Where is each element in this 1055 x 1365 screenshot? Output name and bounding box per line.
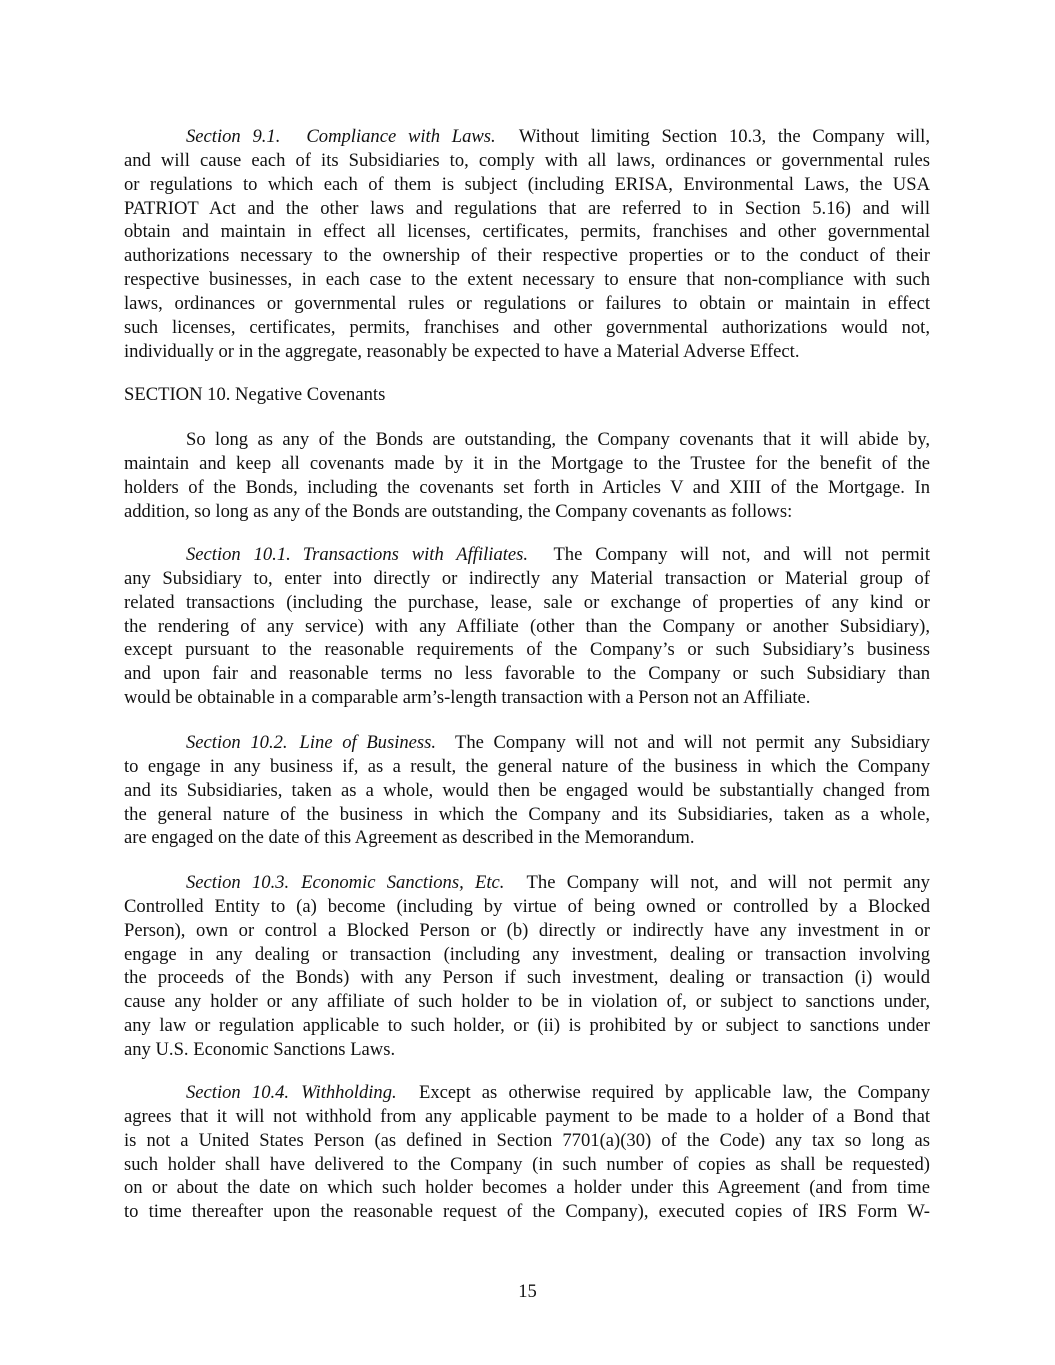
text-line: the proceeds of the Bonds) with any Person if such investment, dealing or transaction (i) would bbox=[124, 967, 930, 989]
text-line: individually or in the aggregate, reasonably be expected to have a Material Adverse Effect. bbox=[124, 340, 800, 362]
text-line: obtain and maintain in effect all licenses, certificates, permits, franchises and other governmental bbox=[124, 221, 930, 243]
text-line: such licenses, certificates, permits, franchises and other governmental authorizations would not, bbox=[124, 316, 930, 338]
text-line: any Subsidiary to, enter into directly or indirectly any Material transaction or Material group of bbox=[124, 567, 930, 589]
text-line: related transactions (including the purchase, lease, sale or exchange of properties of any kind or bbox=[124, 591, 930, 613]
text-line: would be obtainable in a comparable arm’s-length transaction with a Person not an Affiliate. bbox=[124, 687, 811, 709]
text-line: PATRIOT Act and the other laws and regulations that are referred to in Section 5.16) and will bbox=[124, 197, 930, 219]
text-line: holders of the Bonds, including the covenants set forth in Articles V and XIII of the Mortgage. In bbox=[124, 476, 930, 498]
text-line: is not a United States Person (as defined in Section 7701(a)(30) of the Code) any tax so long as bbox=[124, 1129, 930, 1151]
text-line: Except as otherwise required by applicable law, the Company bbox=[419, 1082, 930, 1103]
text-line: The Company will not, and will not permit any bbox=[526, 872, 930, 893]
text-line: and upon fair and reasonable terms no less favorable to the Company or such Subsidiary than bbox=[124, 663, 930, 685]
section-10-3-paragraph bbox=[124, 871, 930, 1062]
section-number: Section 10.4. bbox=[186, 1082, 290, 1103]
text-line: on or about the date on which such holder becomes a holder under this Agreement (and from time bbox=[124, 1177, 930, 1199]
text-line: and will cause each of its Subsidiaries to, comply with all laws, ordinances or governmental rules bbox=[124, 149, 930, 171]
section-9-1-paragraph bbox=[124, 125, 930, 363]
text-line: to time thereafter upon the reasonable request of the Company), executed copies of IRS Form W- bbox=[124, 1201, 930, 1223]
section-10-2-paragraph bbox=[124, 731, 930, 850]
text-line: except pursuant to the reasonable requirements of the Company’s or such Subsidiary’s business bbox=[124, 639, 930, 661]
page-number: 15 bbox=[518, 1281, 537, 1302]
text-line: any law or regulation applicable to such holder, or (ii) is prohibited by or subject to sanctions under bbox=[124, 1015, 930, 1037]
section-title: Compliance with Laws. bbox=[306, 126, 496, 147]
text-line: engage in any dealing or transaction (including any investment, dealing or transaction involving bbox=[124, 943, 930, 965]
section-title: Transactions with Affiliates. bbox=[302, 544, 529, 565]
text-line: laws, ordinances or governmental rules or regulations or failures to obtain or maintain in effect bbox=[124, 292, 930, 314]
text-line: The Company will not, and will not permit bbox=[553, 544, 931, 565]
section-number: Section 10.1. bbox=[186, 544, 291, 565]
text-line: addition, so long as any of the Bonds are outstanding, the Company covenants as follows: bbox=[124, 500, 793, 522]
section-10-intro-paragraph bbox=[124, 428, 930, 523]
section-title: Economic Sanctions, Etc. bbox=[301, 872, 505, 893]
text-line: the general nature of the business in which the Company and its Subsidiaries, taken as a whole, bbox=[124, 803, 930, 825]
text-line: Person), own or control a Blocked Person or (b) directly or indirectly have any investment in or bbox=[124, 919, 930, 941]
section-10-4-paragraph bbox=[124, 1081, 930, 1224]
text-line: agrees that it will not withhold from any applicable payment to be made to a holder of a Bond that bbox=[124, 1105, 930, 1127]
section-number: Section 9.1. bbox=[186, 126, 281, 147]
text-line: respective businesses, in each case to the extent necessary to ensure that non-compliance with such bbox=[124, 269, 930, 291]
text-line: to engage in any business if, as a result, the general nature of the business in which the Company bbox=[124, 755, 930, 777]
section-title: Line of Business. bbox=[299, 732, 437, 753]
section-number: Section 10.2. bbox=[186, 732, 288, 753]
text-line: and its Subsidiaries, taken as a whole, would then be engaged would be substantially changed from bbox=[124, 779, 930, 801]
text-line: So long as any of the Bonds are outstanding, the Company covenants that it will abide by, bbox=[186, 429, 930, 450]
section-10-heading bbox=[124, 383, 930, 407]
text-line: cause any holder or any affiliate of such holder to be in violation of, or subject to sanctions under, bbox=[124, 991, 930, 1013]
text-line: authorizations necessary to the ownership of their respective properties or to the conduct of their bbox=[124, 245, 930, 267]
text-line: Controlled Entity to (a) become (including by virtue of being owned or controlled by a Blocked bbox=[124, 895, 930, 917]
section-title: Withholding. bbox=[301, 1082, 397, 1103]
section-number: Section 10.3. bbox=[186, 872, 290, 893]
text-line: The Company will not and will not permit any Subsidiary bbox=[454, 732, 930, 753]
text-line: the rendering of any service) with any Affiliate (other than the Company or another Subsidiary), bbox=[124, 615, 930, 637]
text-line: are engaged on the date of this Agreement as described in the Memorandum. bbox=[124, 827, 695, 849]
text-line: maintain and keep all covenants made by it in the Mortgage to the Trustee for the benefit of the bbox=[124, 452, 930, 474]
text-line: any U.S. Economic Sanctions Laws. bbox=[124, 1038, 396, 1060]
text-line: or regulations to which each of them is subject (including ERISA, Environmental Laws, the USA bbox=[124, 173, 930, 195]
text-line: such holder shall have delivered to the Company (in such number of copies as shall be requested) bbox=[124, 1153, 930, 1175]
heading-text: SECTION 10. Negative Covenants bbox=[124, 384, 386, 405]
section-10-1-paragraph bbox=[124, 543, 930, 710]
text-line: Without limiting Section 10.3, the Company will, bbox=[518, 126, 930, 147]
